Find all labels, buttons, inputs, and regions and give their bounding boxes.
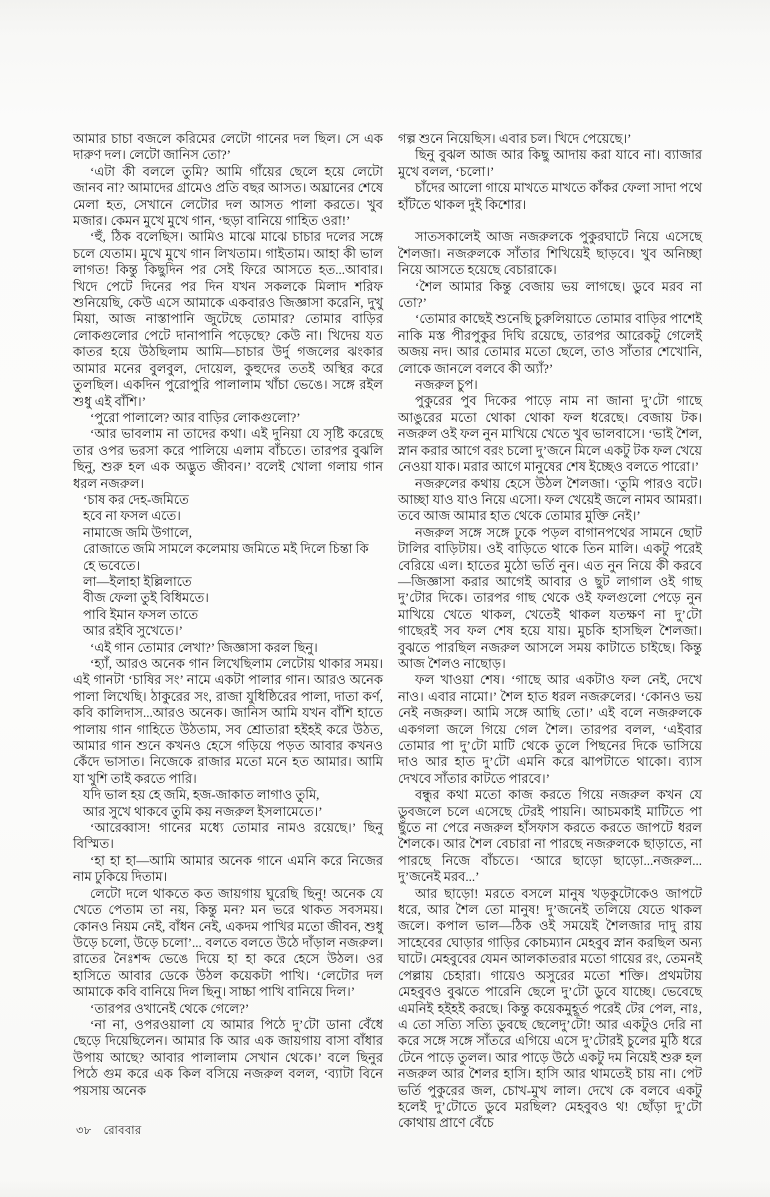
paragraph: নজরুল সঙ্গে সঙ্গে ঢুকে পড়ল বাগানপথের সামনে ছোট টালির বাড়িটায়। ওই বাড়িতে থাকে তিন মালি। একটু পরেই বেরিয়ে এল। হাতের মুঠো ভর্তি নুন। এত নুন নিয়ে কী করবে—জিজ্ঞাসা করার আগেই আবার ও ছুট লাগাল ওই গাছ দু’টোর দিকে। তারপর গাছ থেকে ওই ফলগুলো পেড়ে নুন মাখিয়ে খেতে থাকল, খেতেই থাকল যতক্ষণ না দু’টো গাছেরই সব ফল শেষ হয়ে যায়। মুচকি হাসছিল শৈলজা। বুঝতে পারছিল নজরুল আসলে সময় কাটাতে চাইছে। কিন্তু আজ শৈলও নাছোড়। [398,524,702,671]
scan-edge-top [0,0,770,46]
paragraph: ‘হা হা হা—আমি আমার অনেক গানে এমনি করে নিজের নাম ঢুকিয়ে দিতাম। [73,852,383,885]
paragraph: আমার চাচা বজলে করিমের লেটো গানের দল ছিল। সে এক দারুণ দল। লেটো জানিস তো?’ [73,131,383,163]
paragraph: নজরুলের কথায় হেসে উঠল শৈলজা। ‘তুমি পারও বটে। আচ্ছা যাও যাও নিয়ে এসো। ফল খেয়েই জলে নামব আমরা। তবে আজ আমার হাত থেকে তোমার মুক্তি নেই।’ [398,475,702,524]
section-break [398,213,702,229]
page-footer [76,1122,142,1141]
right-text-column [398,131,702,1132]
song-verse-line: বীজ ফেলা তুই বিধিমতে। [83,590,209,606]
paragraph: ‘না না, ওপরওয়ালা যে আমার পিঠে দু’টো ডানা বেঁধে ছেড়ে দিয়েছিলেন। আমার কি আর এক জায়গায় বাসা বাঁধার উপায় আছে? আবার পালালাম সেখান থেকে।’ বলে ছিনুর পিঠে গুম করে এক কিল বসিয়ে নজরুল বলল, ‘ব্যাটা বিনে পয়সায় অনেক [73,1016,383,1098]
paragraph: বন্ধুর কথা মতো কাজ করতে গিয়ে নজরুল কখন যে ডুবজলে চলে এসেছে টেরই পায়নি। আচমকাই মাটিতে পা ছুঁতে না পেরে নজরুল হাঁসফাস করতে করতে জাপটে ধরল শৈলকে। আর শৈল বেচারা না পারছে নজরুলকে ছাড়াতে, না পারছে নিজে বাঁচতে। ‘আরে ছাড়ো ছাড়ো...নজরুল... দু’জনেই মরব...’ [398,787,702,885]
song-verse-line: ‘চাষ কর দেহ-জমিতে [83,491,189,507]
song-verse-line: নামাজে জমি উগালে, [83,524,193,540]
paragraph: সাতসকালেই আজ নজরুলকে পুকুরঘাটে নিয়ে এসেছে শৈলজা। নজরুলকে সাঁতার শিখিয়েই ছাড়বে। খুব অনিচ্ছা নিয়ে আসতে হয়েছে বেচারাকে। [398,229,702,278]
paragraph: গল্প শুনে নিয়েছিস। এবার চল। খিদে পেয়েছে।’ [398,131,632,146]
paragraph: ‘পুরো পালালে? আর বাড়ির লোকগুলো?’ [90,409,301,425]
song-verse-line: রোজাতে জমি সামলে কলেমায় জমিতে মই দিলে চিন্তা কি হে ভবেতে। [83,541,369,573]
song-verse-line: লা—ইলাহা ইল্লিলাতে [83,573,192,589]
song-verse-line: আর রইবি সুখেতে।’ [83,623,183,639]
paragraph: ‘তারপর ওখানেই থেকে গেলে?’ [90,1000,250,1016]
page-number: ৩৮ [76,1125,92,1137]
paragraph: ‘শৈল আমার কিন্তু বেজায় ভয় লাগছে। ডুবে মরব না তো?’ [398,278,702,311]
scan-edge-bottom [0,1179,770,1197]
paragraph: নজরুল চুপ। [415,377,478,393]
left-text-column [73,131,383,1099]
paragraph: আর ছাড়ো! মরতে বসলে মানুষ খড়কুটোকেও জাপটে ধরে, আর শৈল তো মানুষ! দু’জনেই তলিয়ে যেতে থাকল জলে। কপাল ভাল—ঠিক ওই সময়েই শৈলজার দাদু রায় সাহেবের ঘোড়ার গাড়ির কোচম্যান মেহবুব স্নান করছিল অন্য ঘাটে। মেহবুবের যেমন আলকাতরার মতো গায়ের রং, তেমনই পেল্লায় চেহারা। গায়েও অসুরের মতো শক্তি। প্রথমটায় মেহবুবও বুঝতে পারেনি ছেলে দু’টো ডুবে যাচ্ছে। ভেবেছে এমনিই হইহই করছে। কিন্তু কয়েকমুহূর্ত পরেই টের পেল, নাঃ, এ তো সত্যি সত্যি ডুবছে ছেলেদু’টো! আর একটুও দেরি না করে সঙ্গে সঙ্গে সাঁতরে এগিয়ে এসে দু’টোরই চুলের মুঠি ধরে টেনে পাড়ে তুলল। আর পাড়ে উঠে একটু দম নিয়েই শুরু হল নজরুল আর শৈলর হাসি। হাসি আর থামতেই চায় না। পেট ভর্তি পুকুরের জল, চোখ-মুখ লাল। দেখে কে বলবে একটু হলেই দু’টোতে ডুবে মরছিল? মেহবুবও থ! ছোঁড়া দু’টো কোথায় প্রাণে বেঁচে [398,885,702,1131]
paragraph: ছিনু বুঝল আজ আর কিছু আদায় করা যাবে না। ব্যাজার মুখে বলল, ‘চলো।’ [398,147,702,179]
song-verse-line: হবে না ফসল এতে। [83,508,181,524]
paragraph: লেটো দলে থাকতে কত জায়গায় ঘুরেছি ছিনু! অনেক যে খেতে পেতাম তা নয়, কিন্তু মন? মন ভরে থাকত সবসময়। কোনও নিয়ম নেই, বাঁধন নেই, একদম পাখির মতো জীবন, শুধু উড়ে চলো, উড়ে চলো’... বলতে বলতে উঠে দাঁড়াল নজরুল। রাতের নৈঃশব্দ ভেঙে দিয়ে হা হা করে হেসে উঠল। ওর হাসিতে আবার ডেকে উঠল কয়েকটা পাখি। ‘লেটোর দল আমাকে কবি বানিয়ে দিল ছিনু। সাচ্চা পাখি বানিয়ে দিল।’ [73,885,383,1000]
song-verse-line: পাবি ইমান ফসল তাতে [83,606,199,622]
song-verse-line: আর সুখে থাকবে তুমি কয় নজরুল ইসলামেতে।’ [83,803,323,819]
paragraph: চাঁদের আলো গায়ে মাখতে মাখতে কাঁকর ফেলা সাদা পথে হাঁটতে থাকল দুই কিশোর। [398,180,702,212]
paragraph: ফল খাওয়া শেষ। ‘গাছে আর একটাও ফল নেই, দেখে নাও। এবার নামো।’ শৈল হাত ধরল নজরুলের। ‘কোনও ভয় নেই নজরুল। আমি সঙ্গে আছি তো।’ এই বলে নজরুলকে একগলা জলে গিয়ে গেল শৈল। তারপর বলল, ‘এইবার তোমার পা দু’টো মাটি থেকে তুলে পিছনের দিকে ভাসিয়ে দাও আর হাত দু’টো এমনি করে ঝাপটাতে থাকো। ব্যাস দেখবে সাঁতার কাটতে পারবে।’ [398,672,702,786]
paragraph: ‘তোমার কাছেই শুনেছি চুরুলিয়াতে তোমার বাড়ির পাশেই নাকি মস্ত পীরপুকুর দিঘি রয়েছে, তারপর আরেকটু গেলেই অজয় নদ। আর তোমার মতো ছেলে, তাও সাঁতার শেখোনি, লোকে জানলে বলবে কী অ্যাঁ?’ [398,311,702,376]
song-verse-line: যদি ভাল হয় হে জমি, হজ-জাকাত লাগাও তুমি, [83,787,320,803]
paragraph: ‘আরেব্বাস! গানের মধ্যে তোমার নামও রয়েছে।’ ছিনু বিস্মিত। [73,820,383,852]
paragraph: ‘হুঁ, ঠিক বলেছিস। আমিও মাঝে মাঝে চাচার দলের সঙ্গে চলে যেতাম। মুখে মুখে গান লিখতাম। গাইতাম। আহা কী ভাল লাগত! কিন্তু কিছুদিন পর সেই ফিরে আসতে হত...আবার। খিদে পেটে দিনের পর দিন যখন সকলকে মিলাদ শরিফ শুনিয়েছি, কেউ এসে আমাকে একবারও জিজ্ঞাসা করেনি, দুখু মিয়া, আজ নাস্তাপানি জুটেছে তোমার? তোমার বাড়ির লোকগুলোর পেটে দানাপানি পড়েছে? কেউ না। খিদেয় যত কাতর হয়ে উঠছিলাম আমি—চাচার উর্দু গজলের ঝংকার আমার মনের বুলবুল, দোয়েল, কুহুদের ততই অস্থির করে তুলছিল। একদিন পুরোপুরি পালালাম খাঁচা ভেঙে। সঙ্গে রইল শুধু এই বাঁশি।’ [73,229,383,409]
paragraph: ‘এই গান তোমার লেখা?’ জিজ্ঞাসা করল ছিনু। [90,639,318,655]
paragraph: পুকুরের পুব দিকের পাড়ে নাম না জানা দু’টো গাছে আঙুরের মতো থোকা থোকা ফল ধরেছে। বেজায় টক। নজরুল ওই ফল নুন মাখিয়ে খেতে খুব ভালবাসে। ‘ভাই শৈল, স্নান করার আগে বরং চলো দু’জনে মিলে একটু টক ফল খেয়ে নেওয়া যাক। মরার আগে মানুষের শেষ ইচ্ছেও বলতে পারো।’ [398,393,702,475]
magazine-title: রোববার [103,1125,142,1137]
paragraph: ‘হ্যাঁ, আরও অনেক গান লিখেছিলাম লেটোয় থাকার সময়। এই গানটা ‘চাষির সং’ নামে একটা পালার গান। আরও অনেক পালা লিখেছি। ঠাকুরের সং, রাজা যুধিষ্ঠিরের পালা, দাতা কর্ণ, কবি কালিদাস...আরও অনেক। জানিস আমি যখন বাঁশি হাতে পালায় গান গাহিতে উঠতাম, সব শ্রোতারা হইহই করে উঠত, আমার গান শুনে কখনও হেসে গড়িয়ে পড়ত আবার কখনও কেঁদে ভাসাত। নিজেকে রাজার মতো মনে হত আমার। আমি যা খুশি তাই করতে পারি। [73,656,383,786]
paragraph: ‘এটা কী বললে তুমি? আমি গাঁয়ের ছেলে হয়ে লেটো জানব না? আমাদের গ্রামেও প্রতি বছর আসত। অঘ্রানের শেষে মেলা হত, সেখানে লেটোর দল আসত পালা করতে। খুব মজার। কেমন মুখে মুখে গান, ‘ছড়া বানিয়ে গাহিত ওরা!’ [73,163,383,229]
paragraph: ‘আর ভাবলাম না তাদের কথা। এই দুনিয়া যে সৃষ্টি করেছে তার ওপর ভরসা করে পালিয়ে এলাম বাঁচতে। তারপর বুঝলি ছিনু, শুরু হল এক অদ্ভুত জীবন।’ বলেই খোলা গলায় গান ধরল নজরুল। [73,426,383,491]
